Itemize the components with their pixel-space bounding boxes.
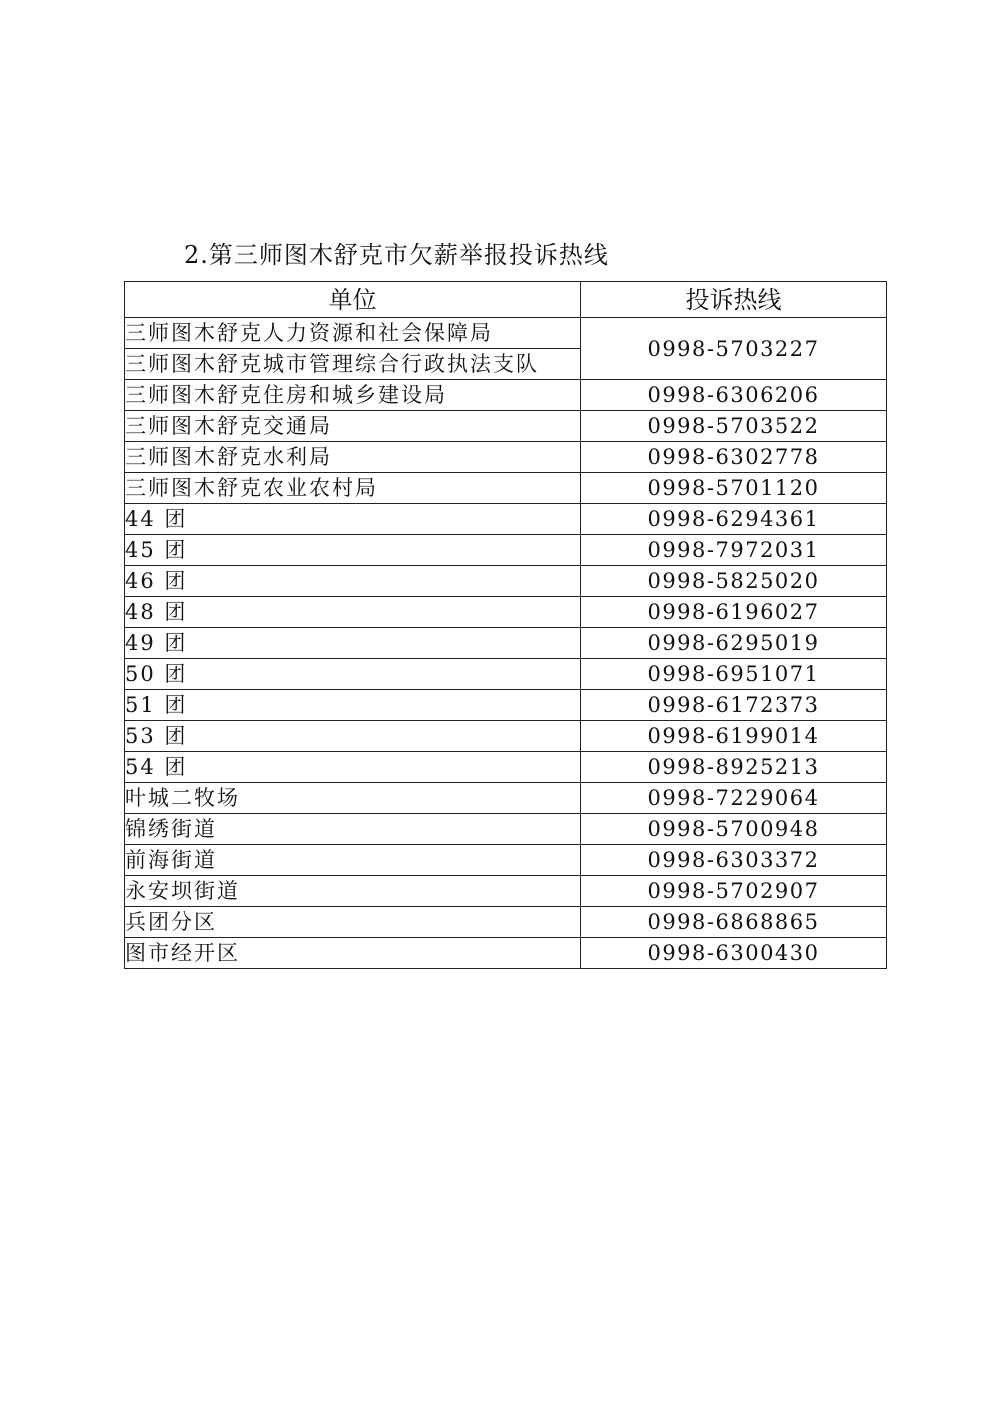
phone-cell: 0998-6300430 xyxy=(581,938,887,969)
unit-cell: 54 团 xyxy=(125,752,581,783)
phone-cell: 0998-6199014 xyxy=(581,721,887,752)
phone-cell: 0998-5702907 xyxy=(581,876,887,907)
phone-cell: 0998-6303372 xyxy=(581,845,887,876)
unit-cell: 兵团分区 xyxy=(125,907,581,938)
unit-cell: 45 团 xyxy=(125,535,581,566)
table-row xyxy=(125,535,887,566)
table-row xyxy=(125,783,887,814)
table-row xyxy=(125,938,887,969)
table-row xyxy=(125,628,887,659)
document-heading: 2.第三师图木舒克市欠薪举报投诉热线 xyxy=(184,241,609,269)
unit-cell: 图市经开区 xyxy=(125,938,581,969)
table-row xyxy=(125,597,887,628)
table-row xyxy=(125,473,887,504)
unit-cell: 三师图木舒克水利局 xyxy=(125,442,581,473)
phone-cell: 0998-6295019 xyxy=(581,628,887,659)
phone-cell: 0998-7972031 xyxy=(581,535,887,566)
table-row xyxy=(125,690,887,721)
unit-cell: 49 团 xyxy=(125,628,581,659)
unit-cell: 前海街道 xyxy=(125,845,581,876)
unit-cell: 46 团 xyxy=(125,566,581,597)
unit-cell: 48 团 xyxy=(125,597,581,628)
column-header-unit: 单位 xyxy=(125,282,581,318)
phone-cell: 0998-8925213 xyxy=(581,752,887,783)
table-row xyxy=(125,566,887,597)
table-row xyxy=(125,814,887,845)
table-row xyxy=(125,380,887,411)
phone-cell: 0998-5700948 xyxy=(581,814,887,845)
hotline-table xyxy=(124,281,887,969)
unit-cell: 三师图木舒克交通局 xyxy=(125,411,581,442)
table-row xyxy=(125,845,887,876)
unit-cell: 53 团 xyxy=(125,721,581,752)
phone-cell: 0998-7229064 xyxy=(581,783,887,814)
table-row xyxy=(125,752,887,783)
phone-cell: 0998-6196027 xyxy=(581,597,887,628)
unit-cell: 三师图木舒克城市管理综合行政执法支队 xyxy=(125,349,581,380)
phone-cell: 0998-5701120 xyxy=(581,473,887,504)
phone-cell: 0998-6951071 xyxy=(581,659,887,690)
phone-cell: 0998-5703227 xyxy=(581,318,887,380)
column-header-phone: 投诉热线 xyxy=(581,282,887,318)
unit-cell: 三师图木舒克住房和城乡建设局 xyxy=(125,380,581,411)
table-row xyxy=(125,504,887,535)
phone-cell: 0998-6868865 xyxy=(581,907,887,938)
unit-cell: 三师图木舒克农业农村局 xyxy=(125,473,581,504)
unit-cell: 44 团 xyxy=(125,504,581,535)
table-row xyxy=(125,876,887,907)
unit-cell: 锦绣街道 xyxy=(125,814,581,845)
phone-cell: 0998-5825020 xyxy=(581,566,887,597)
table-row xyxy=(125,318,887,349)
table-row xyxy=(125,907,887,938)
unit-cell: 永安坝街道 xyxy=(125,876,581,907)
unit-cell: 三师图木舒克人力资源和社会保障局 xyxy=(125,318,581,349)
phone-cell: 0998-5703522 xyxy=(581,411,887,442)
unit-cell: 叶城二牧场 xyxy=(125,783,581,814)
table-row xyxy=(125,442,887,473)
phone-cell: 0998-6302778 xyxy=(581,442,887,473)
table-header-row xyxy=(125,282,887,318)
table-body xyxy=(125,318,887,969)
table-row xyxy=(125,659,887,690)
phone-cell: 0998-6294361 xyxy=(581,504,887,535)
unit-cell: 51 团 xyxy=(125,690,581,721)
table-row xyxy=(125,411,887,442)
unit-cell: 50 团 xyxy=(125,659,581,690)
phone-cell: 0998-6306206 xyxy=(581,380,887,411)
phone-cell: 0998-6172373 xyxy=(581,690,887,721)
table-row xyxy=(125,721,887,752)
